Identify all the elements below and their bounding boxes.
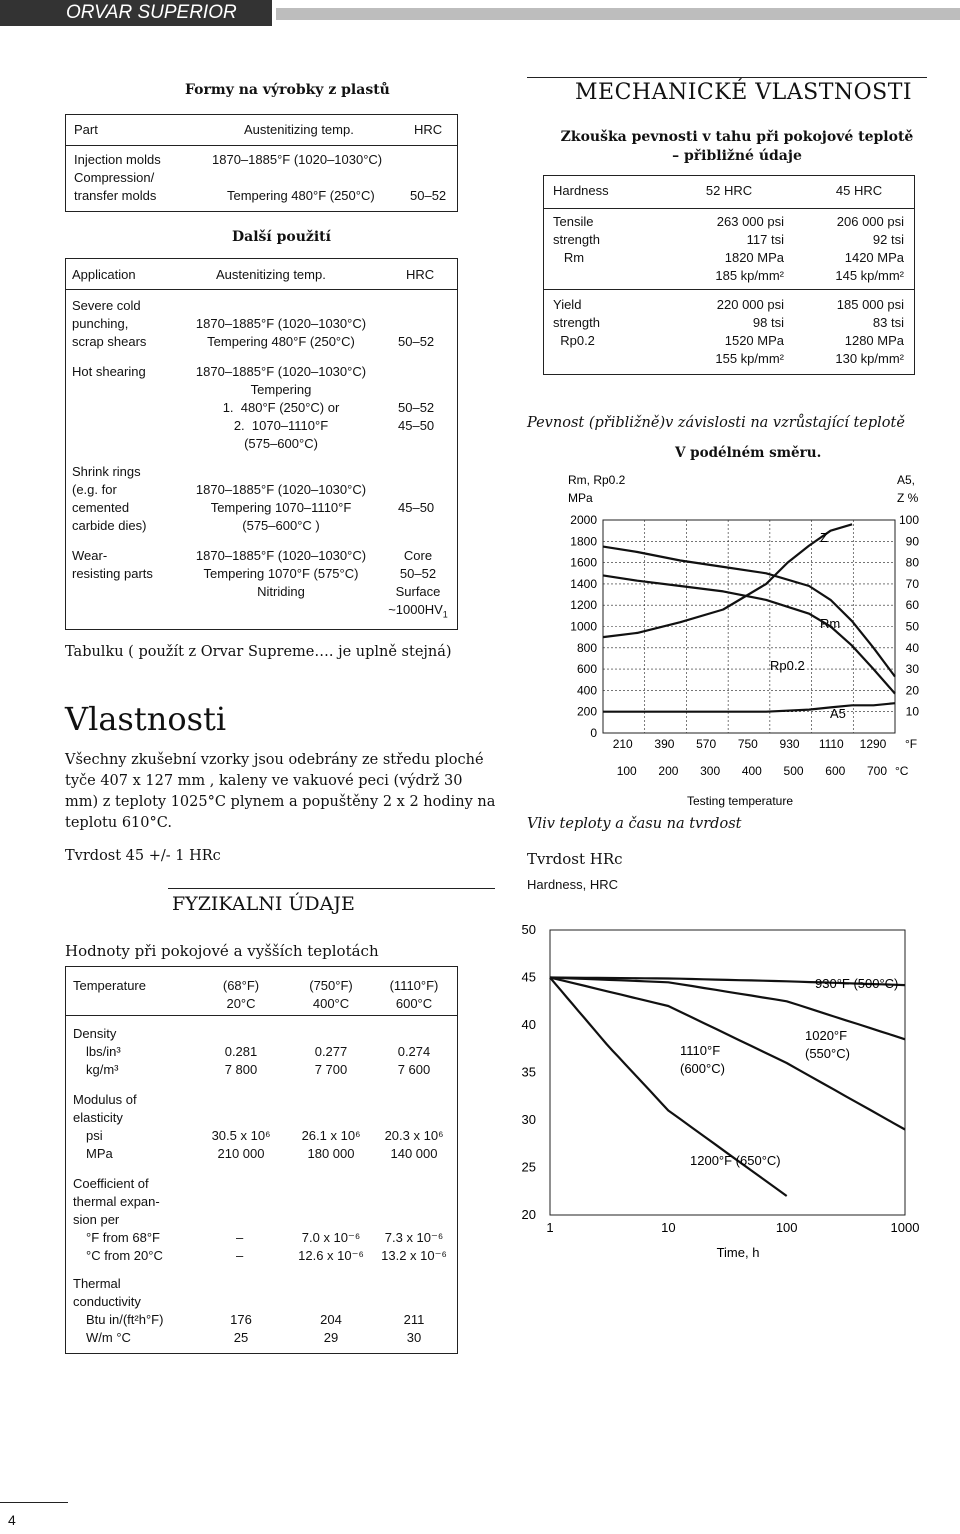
density-lbs-label: lbs/in³ <box>86 1044 121 1059</box>
modulus-psi-label: psi <box>86 1128 103 1143</box>
hardness-y-tick-label: 20 <box>521 1207 536 1222</box>
col-hrc-2: HRC <box>406 267 435 282</box>
hardness-series-label-line1: 1110°F <box>680 1043 721 1058</box>
hardness-chart-subtitle: Tvrdost HRc <box>527 850 623 868</box>
yield-45: 185 000 psi 83 tsi 1280 MPa 130 kp/mm² <box>835 297 904 366</box>
x-axis-label: Testing temperature <box>686 794 794 808</box>
hardness-x-tick-label: 1 <box>546 1220 554 1235</box>
footer-rule <box>0 1502 68 1503</box>
mechanical-subtitle: Zkouška pevnosti v tahu při pokojové teplotě – přibližné údaje <box>560 129 914 164</box>
y2-tick-label: 30 <box>905 662 919 677</box>
series-label-Rp02: Rp0.2 <box>770 658 805 673</box>
strength-chart-subcaption: V podélném směru. <box>675 445 822 461</box>
density-col-3: 0.274 7 600 <box>397 1044 431 1077</box>
hardness-y-tick-label: 45 <box>521 969 536 985</box>
x-unit-f: °F <box>905 737 918 751</box>
y-tick-label: 200 <box>576 704 597 719</box>
hardness-y-tick-label: 35 <box>521 1064 536 1080</box>
x-tick-f-label: 210 <box>612 737 633 751</box>
treatment-row-1: 1870–1885°F (1020–1030°C) Tempering 480°F (250°C) <box>195 316 367 349</box>
strength-chart-caption: Pevnost (přibližně)v závislosti na vzrůstající teplotě <box>527 415 905 431</box>
thermal-exp-col-2: 7.0 x 10⁻⁶ 12.6 x 10⁻⁶ <box>298 1230 364 1263</box>
conductivity-btu-label: Btu in/(ft²h°F) <box>86 1312 164 1327</box>
x-tick-f-label: 750 <box>737 737 758 751</box>
thermal-exp-col-1: – – <box>236 1230 244 1263</box>
y2-tick-label: 80 <box>905 555 919 570</box>
yield-label: Yield strength Rp0.2 <box>553 297 600 348</box>
table-note: Tabulku ( použít z Orvar Supreme…. je uplně stejná) <box>65 644 452 660</box>
x-tick-c-label: 500 <box>783 764 804 778</box>
thermal-exp-c-label: °C from 20°C <box>86 1248 163 1263</box>
x-tick-f-label: 1290 <box>859 737 887 751</box>
forms-table-title: Formy na výrobky z plastů <box>185 82 390 98</box>
right-axis-label-2: Z % <box>897 491 919 505</box>
series-line-Rm <box>603 547 895 677</box>
x-tick-f-label: 1110 <box>818 737 844 751</box>
app-row-3: Shrink rings (e.g. for cemented carbide dies) <box>72 464 147 533</box>
tensile-label: Tensile strength Rm <box>553 214 600 265</box>
hardness-y-tick-label: 25 <box>521 1159 536 1175</box>
physical-title-rule <box>168 888 495 889</box>
hardness-series-label: 930°F (500°C) <box>815 976 899 991</box>
y-tick-label: 0 <box>590 726 597 740</box>
properties-paragraph: Všechny zkušební vzorky jsou odebrány ze středu ploché tyče 407 x 127 mm , kaleny ve vakuové peci (výdrž 30 mm) z teploty 1025°C plynem a popuštěny 2 x 2 hodiny na teplotu 610°C. <box>65 752 496 831</box>
y-tick-label: 600 <box>576 662 597 677</box>
y-tick-label: 1800 <box>570 534 597 549</box>
x-tick-f-label: 930 <box>779 737 800 751</box>
hardness-series-label-line2: (600°C) <box>680 1061 725 1076</box>
modulus-col-2: 26.1 x 10⁶ 180 000 <box>301 1128 361 1161</box>
hrc-row-4: Core 50–52 Surface $\sim 1000HV_1$ <box>388 548 448 620</box>
conductivity-col-3: 211 30 <box>403 1312 425 1345</box>
properties-title: Vlastnosti <box>65 700 227 738</box>
y-tick-label: 1600 <box>570 555 597 570</box>
thermal-exp-label: Coefficient of thermal expan- sion per <box>73 1176 160 1227</box>
hardness-chart <box>520 895 940 1275</box>
y2-tick-label: 40 <box>905 640 919 655</box>
hardness-chart-caption: Vliv teploty a času na tvrdost <box>527 816 742 832</box>
hardness-45: 45 HRC <box>835 183 883 198</box>
y2-tick-label: 100 <box>898 513 919 527</box>
y2-tick-label: 10 <box>905 704 919 719</box>
y-tick-label: 1400 <box>570 576 597 591</box>
y2-tick-label: 60 <box>905 598 919 613</box>
thermal-exp-col-3: 7.3 x 10⁻⁶ 13.2 x 10⁻⁶ <box>381 1230 447 1263</box>
app-row-2: Hot shearing <box>72 364 146 379</box>
brand-title: ORVAR SUPERIOR <box>66 2 237 23</box>
physical-table <box>65 966 458 1354</box>
modulus-mpa-label: MPa <box>86 1146 113 1161</box>
yield-52: 220 000 psi 98 tsi 1520 MPa 155 kp/mm² <box>715 297 784 366</box>
x-tick-f-label: 390 <box>654 737 675 751</box>
hardness-52: 52 HRC <box>705 183 753 198</box>
treatment-row-3: 1870–1885°F (1020–1030°C) Tempering 1070–1110°F (575–600°C ) <box>195 482 367 533</box>
hardness-series-label-line1: 1020°F <box>805 1028 848 1043</box>
series-label-A5: A5 <box>830 706 846 721</box>
hrc-row-2: 50–52 45–50 <box>398 400 435 433</box>
x-tick-c-label: 400 <box>741 764 762 778</box>
x-tick-c-label: 200 <box>658 764 679 778</box>
y-tick-label: 800 <box>576 640 597 655</box>
y-tick-label: 1000 <box>570 619 597 634</box>
mechanical-title-rule <box>527 77 927 78</box>
hardness-chart-ylabel: Hardness, HRC <box>527 877 619 892</box>
mechanical-title: MECHANICKÉ VLASTNOSTI <box>575 80 913 105</box>
app-row-1: Severe cold punching, scrap shears <box>72 298 147 349</box>
x-tick-f-label: 570 <box>696 737 717 751</box>
mechanical-table <box>543 175 915 375</box>
y-tick-label: 400 <box>576 683 597 698</box>
temp-col-2: (750°F) 400°C <box>309 978 353 1011</box>
col-austenitizing-2: Austenitizing temp. <box>216 267 326 282</box>
y2-tick-label: 20 <box>905 683 919 698</box>
hrc-row-3: 45–50 <box>398 500 435 515</box>
hardness-text: Tvrdost 45 +/- 1 HRc <box>65 848 221 864</box>
y2-tick-label: 70 <box>905 576 919 591</box>
treatment-row-2: 1870–1885°F (1020–1030°C) Tempering 1. 480°F (250°C) or 2. 1070–1110°F (575–600°C) <box>195 364 367 451</box>
row-hrc: 50–52 <box>410 188 447 203</box>
forms-table <box>65 114 458 212</box>
physical-subtitle: Hodnoty při pokojové a vyšších teplotách <box>65 942 379 960</box>
row-part: Injection molds Compression/ transfer molds <box>74 152 161 203</box>
row-austenitizing: 1870–1885°F (1020–1030°C) <box>212 152 383 167</box>
brand-bar <box>0 0 272 26</box>
hardness-x-axis-label: Time, h <box>716 1245 760 1260</box>
hardness-x-tick-label: 100 <box>775 1220 798 1235</box>
col-austenitizing: Austenitizing temp. <box>244 122 354 137</box>
row-tempering: Tempering 480°F (250°C) <box>227 188 375 203</box>
x-tick-c-label: 100 <box>616 764 637 778</box>
other-uses-title: Další použití <box>232 229 331 245</box>
temperature-label: Temperature <box>73 978 146 993</box>
hardness-series-line <box>550 978 905 1130</box>
left-axis-label-2: MPa <box>568 491 593 505</box>
hardness-y-tick-label: 30 <box>521 1112 536 1127</box>
hardness-series-label: 1200°F (650°C) <box>690 1153 781 1168</box>
left-axis-label-1: Rm, Rp0.2 <box>568 473 626 487</box>
x-unit-c: °C <box>895 764 909 778</box>
app-row-4: Wear- resisting parts <box>72 548 153 581</box>
temp-col-1: (68°F) 20°C <box>222 978 260 1011</box>
col-application: Application <box>72 267 136 282</box>
conductivity-w-label: W/m °C <box>86 1330 131 1345</box>
density-label: Density <box>73 1026 117 1041</box>
temp-col-3: (1110°F) 600°C <box>389 978 439 1011</box>
hardness-label: Hardness <box>553 183 609 198</box>
conductivity-col-2: 204 29 <box>320 1312 342 1345</box>
hardness-x-tick-label: 1000 <box>890 1220 920 1235</box>
y-tick-label: 2000 <box>570 513 597 527</box>
hardness-y-tick-label: 40 <box>521 1017 536 1032</box>
modulus-label: Modulus of elasticity <box>73 1092 137 1125</box>
page-number: 4 <box>8 1512 16 1528</box>
y2-tick-label: 90 <box>905 534 919 549</box>
modulus-col-3: 20.3 x 10⁶ 140 000 <box>384 1128 444 1161</box>
x-tick-c-label: 600 <box>825 764 846 778</box>
tensile-52: 263 000 psi 117 tsi 1820 MPa 185 kp/mm² <box>715 214 784 283</box>
col-part: Part <box>74 122 98 137</box>
physical-title: FYZIKALNI ÚDAJE <box>172 893 355 915</box>
density-col-2: 0.277 7 700 <box>314 1044 348 1077</box>
x-tick-c-label: 300 <box>700 764 721 778</box>
header-rule <box>276 8 960 20</box>
hardness-plot-frame <box>550 930 905 1215</box>
thermal-exp-f-label: °F from 68°F <box>86 1230 160 1245</box>
hardness-x-tick-label: 10 <box>661 1220 676 1235</box>
tensile-45: 206 000 psi 92 tsi 1420 MPa 145 kp/mm² <box>835 214 904 283</box>
conductivity-col-1: 176 25 <box>230 1312 252 1345</box>
hardness-series-label-line2: (550°C) <box>805 1046 850 1061</box>
x-tick-c-label: 700 <box>866 764 888 778</box>
density-col-1: 0.281 7 800 <box>224 1044 258 1077</box>
density-kg-label: kg/m³ <box>86 1062 119 1077</box>
other-uses-table <box>65 258 458 630</box>
conductivity-label: Thermal conductivity <box>73 1276 141 1309</box>
series-label-Rm: Rm <box>820 616 841 631</box>
series-label-Z: Z <box>820 530 828 545</box>
y2-tick-label: 50 <box>905 619 919 634</box>
strength-chart <box>540 460 940 820</box>
hrc-row-1: 50–52 <box>398 334 435 349</box>
right-axis-label-1: A5, <box>897 473 916 487</box>
hardness-y-tick-label: 50 <box>521 922 536 937</box>
treatment-row-4: 1870–1885°F (1020–1030°C) Tempering 1070°F (575°C) Nitriding <box>195 548 367 599</box>
y-tick-label: 1200 <box>570 598 597 613</box>
series-line-A5 <box>603 703 895 712</box>
col-hrc: HRC <box>414 122 443 137</box>
modulus-col-1: 30.5 x 10⁶ 210 000 <box>211 1128 271 1161</box>
